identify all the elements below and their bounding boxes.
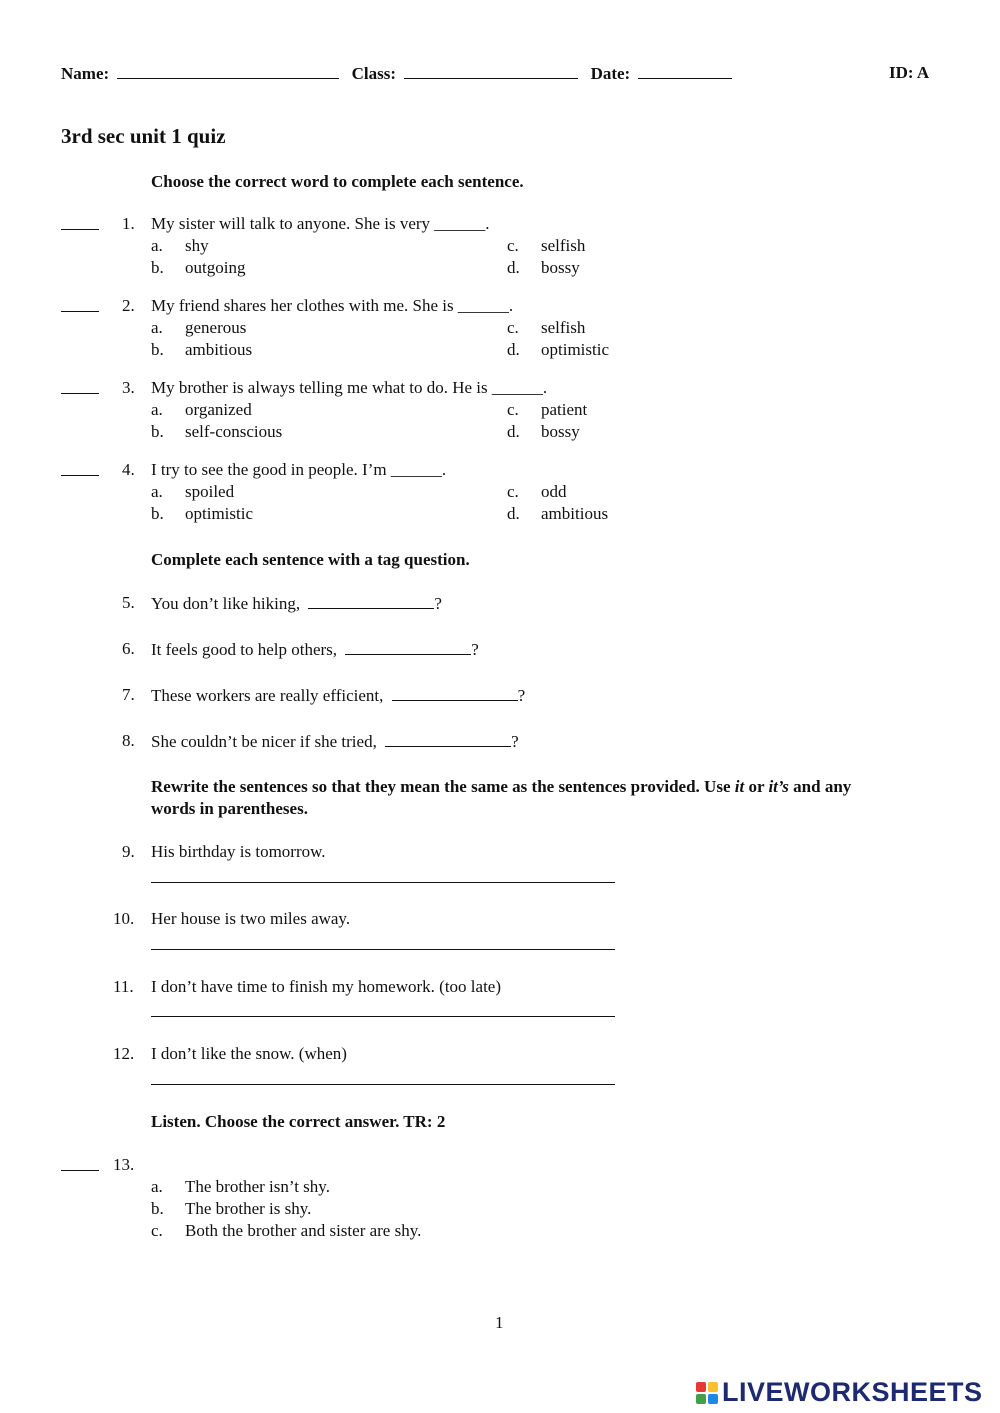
option-letter: b. [151,340,164,359]
question-stem: I try to see the good in people. I’m ______. [151,460,447,479]
tag-answer-field[interactable] [345,639,471,655]
option-a[interactable]: generous [185,318,247,337]
name-field[interactable] [117,63,339,79]
tag-sentence: She couldn’t be nicer if she tried, [151,732,377,751]
option-d[interactable]: bossy [541,422,580,441]
logo-square [708,1394,718,1404]
rewrite-answer-line-9[interactable] [151,882,615,883]
tag-end: ? [511,732,519,751]
question-number: 8. [122,731,135,750]
option-c[interactable]: selfish [541,236,586,255]
option-a[interactable]: The brother isn’t shy. [185,1177,330,1196]
header-row [61,63,732,84]
tag-sentence: You don’t like hiking, [151,594,301,613]
page-title: 3rd sec unit 1 quiz [61,124,226,148]
option-c[interactable]: patient [541,400,588,419]
option-c[interactable]: odd [541,482,567,501]
option-letter: b. [151,258,164,277]
option-d[interactable]: ambitious [541,504,609,523]
option-b[interactable]: The brother is shy. [185,1199,312,1218]
instruction-its: it’s [768,777,789,796]
option-d[interactable]: bossy [541,258,580,277]
question-number: 7. [122,685,135,704]
tag-answer-field[interactable] [392,685,518,701]
option-letter: b. [151,1199,164,1218]
logo-square [696,1394,706,1404]
option-letter: b. [151,504,164,523]
date-label: Date: [590,64,631,83]
question-number: 5. [122,593,135,612]
option-letter: a. [151,318,163,337]
question-number: 9. [122,842,135,861]
question-stem: My friend shares her clothes with me. She is ______. [151,296,514,315]
rewrite-answer-line-12[interactable] [151,1084,615,1085]
option-letter: a. [151,400,163,419]
section-3-instruction-line2: words in parentheses. [151,799,308,818]
question-number: 13. [113,1155,135,1174]
option-letter: a. [151,482,163,501]
question-number: 10. [113,909,135,928]
tag-question-7 [151,685,525,706]
rewrite-sentence: His birthday is tomorrow. [151,842,326,861]
answer-blank-13[interactable] [61,1170,99,1171]
question-number: 11. [113,977,134,996]
instruction-or: or [744,777,769,796]
name-label: Name: [61,64,110,83]
tag-end: ? [434,594,442,613]
option-letter: a. [151,236,163,255]
tag-question-6 [151,639,479,660]
question-number: 3. [122,378,135,397]
tag-answer-field[interactable] [385,731,511,747]
option-letter: d. [507,258,520,277]
tag-sentence: It feels good to help others, [151,640,338,659]
option-c[interactable]: selfish [541,318,586,337]
question-number: 4. [122,460,135,479]
id-label: ID: A [889,63,930,82]
option-d[interactable]: optimistic [541,340,609,359]
option-a[interactable]: spoiled [185,482,235,501]
class-field[interactable] [404,63,578,79]
option-letter: d. [507,340,520,359]
tag-end: ? [517,686,526,705]
question-stem: My sister will talk to anyone. She is very ______. [151,214,490,233]
option-b[interactable]: ambitious [185,340,253,359]
option-letter: c. [507,318,519,337]
question-number: 12. [113,1044,135,1063]
page-number: 1 [495,1313,504,1332]
class-label: Class: [351,64,397,83]
option-letter: c. [151,1221,163,1240]
option-a[interactable]: shy [185,236,209,255]
tag-end: ? [471,640,479,659]
question-number: 1. [122,214,135,233]
option-letter: d. [507,422,520,441]
instruction-it: it [734,777,745,796]
question-number: 2. [122,296,135,315]
rewrite-answer-line-10[interactable] [151,949,615,950]
tag-question-8 [151,731,519,752]
option-c[interactable]: Both the brother and sister are shy. [185,1221,422,1240]
section-1-instruction: Choose the correct word to complete each sentence. [151,172,524,191]
logo-square [708,1382,718,1392]
option-letter: c. [507,236,519,255]
option-letter: d. [507,504,520,523]
rewrite-sentence: Her house is two miles away. [151,909,351,928]
instruction-text-end: and any [788,777,852,796]
option-b[interactable]: self-conscious [185,422,283,441]
option-letter: b. [151,422,164,441]
logo-text: LIVEWORKSHEETS [722,1377,983,1407]
logo-grid-icon [696,1382,718,1404]
rewrite-sentence: I don’t have time to finish my homework. (too late) [151,977,502,996]
tag-answer-field[interactable] [308,593,434,609]
answer-blank-2[interactable] [61,311,99,312]
option-letter: c. [507,482,519,501]
tag-question-5 [151,593,442,614]
section-2-instruction: Complete each sentence with a tag question. [151,550,470,569]
option-letter: a. [151,1177,163,1196]
section-4-instruction: Listen. Choose the correct answer. TR: 2 [151,1112,446,1131]
answer-blank-1[interactable] [61,229,99,230]
logo-square [696,1382,706,1392]
option-b[interactable]: optimistic [185,504,253,523]
tag-sentence: These workers are really efficient, [151,686,384,705]
date-field[interactable] [638,63,732,79]
liveworksheets-logo [696,1377,983,1408]
option-letter: c. [507,400,519,419]
rewrite-sentence: I don’t like the snow. (when) [151,1044,347,1063]
question-stem: My brother is always telling me what to do. He is ______. [151,378,548,397]
question-number: 6. [122,639,135,658]
answer-blank-3[interactable] [61,393,99,394]
rewrite-answer-line-11[interactable] [151,1016,615,1017]
answer-blank-4[interactable] [61,475,99,476]
instruction-text: Rewrite the sentences so that they mean the same as the sentences provided. Use [151,777,735,796]
section-3-instruction [151,777,851,797]
option-a[interactable]: organized [185,400,252,419]
option-b[interactable]: outgoing [185,258,246,277]
